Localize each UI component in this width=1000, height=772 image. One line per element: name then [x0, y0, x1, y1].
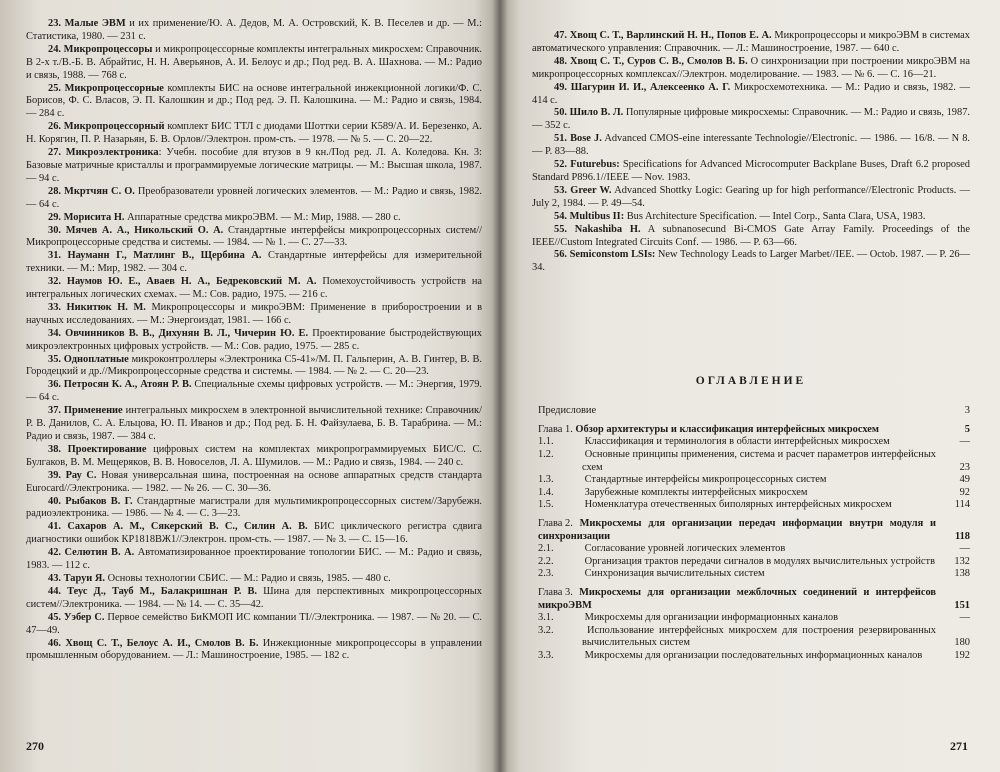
- toc-section: [532, 556, 970, 569]
- reference-author: 41. Сахаров А. М., Сякерский В. С., Силин А. В.: [48, 521, 308, 533]
- toc-page-number: 180: [954, 637, 970, 649]
- reference-text: Преобразователи уровней логических элементов. — М.: Радио и связь, 1982. — 64 с.: [26, 185, 482, 210]
- toc-text: Микросхемы для организации передач информации внутри модуля и синхронизации: [538, 517, 936, 542]
- toc-page-number: —: [959, 543, 970, 555]
- reference-author: 38. Проектирование: [48, 443, 147, 455]
- toc-page-number: —: [959, 436, 970, 448]
- toc-number: 2.3.: [538, 568, 554, 580]
- reference-item: [532, 107, 970, 133]
- reference-item: [26, 444, 482, 470]
- page-number-right: 271: [950, 739, 968, 753]
- toc-page-number: 192: [954, 649, 970, 661]
- toc-page-number: 138: [954, 568, 970, 580]
- toc-section: [532, 436, 970, 449]
- reference-text: Автоматизированное проектирование топологии БИС. — М.: Радио и связь, 1983. — 112 с.: [26, 547, 482, 572]
- toc-text: Микросхемы для организации последовательных информационных каналов: [584, 649, 923, 661]
- toc-page-number: 49: [959, 474, 970, 486]
- reference-text: Микропроцессоры и микроЭВМ: Применение в приборостроении и в научных исследованиях. — М.: Энергоиздат, 1981. — 166 с.: [26, 301, 482, 326]
- reference-author: 52. Futurebus:: [554, 159, 620, 171]
- toc-text: Зарубежные комплекты интерфейсных микросхем: [584, 486, 808, 498]
- reference-author: 49. Шагурин И. И., Алексеенко А. Г.: [554, 81, 731, 93]
- toc-chapter: [532, 424, 970, 437]
- reference-text: Стандартные интерфейсы для измерительной техники. — М.: Мир, 1982. — 304 с.: [26, 250, 482, 275]
- reference-text: БИС циклического регистра сдвига диагностики ошибок КР1818ВЖ1//Электрон. пром-сть. — 1987. — № 3. — С. 15—16.: [26, 521, 482, 546]
- reference-item: [26, 83, 482, 122]
- reference-item: [26, 121, 482, 147]
- reference-item: [26, 573, 482, 586]
- toc-section: [532, 474, 970, 487]
- reference-item: [26, 328, 482, 354]
- reference-author: 23. Малые ЭВМ: [48, 18, 126, 29]
- toc-section: [532, 543, 970, 556]
- reference-item: [26, 186, 482, 212]
- reference-author: 26. Микропроцессорный: [48, 121, 165, 133]
- toc-number: Глава 1.: [538, 423, 573, 435]
- reference-text: цифровых систем на комплектах микропрограммируемых БИС/С. С. Булгаков, В. М. Мещеряков, В. В. Новоселов, Л. А. Шумилов. — М.: Радио и связь, 1984. — 240 с.: [26, 443, 482, 468]
- reference-author: 36. Петросян К. А., Атоян Р. В.: [48, 379, 192, 391]
- reference-author: 56. Semiconstom LSIs:: [554, 249, 656, 261]
- reference-text: Аппаратные средства микроЭВМ. — М.: Мир, 1988. — 280 с.: [124, 211, 401, 223]
- reference-item: [532, 133, 970, 159]
- toc-number: Глава 2.: [538, 517, 573, 529]
- toc-text: Номенклатура отечественных биполярных интерфейсных микросхем: [584, 499, 892, 511]
- reference-text: Проектирование быстродействующих микроэлектронных цифровых устройств. — М.: Сов. радио, 1975. — 285 с.: [26, 327, 482, 352]
- reference-author: 29. Морисита Н.: [48, 211, 125, 223]
- reference-item: [26, 250, 482, 276]
- reference-author: 37. Применение: [48, 405, 123, 417]
- reference-text: Новая универсальная шина, построенная на основе аппаратных средств стандарта Eurocard//Электроника. — 1982. — № 26. — С. 30—36.: [26, 469, 482, 494]
- toc-number: 1.4.: [538, 486, 554, 498]
- reference-text: Первое семейство БиКМОП ИС компании TI//Электроника. — 1987. — № 20. — С. 47—49.: [26, 611, 482, 636]
- reference-text: Помехоустойчивость устройств на интегральных логических схемах. — М.: Сов. радио, 1975. — 216 с.: [26, 276, 482, 301]
- reference-text: Микропроцессоры и микроЭВМ в системах автоматического управления: Справочник. — Л.: Машиностроение, 1987. — 640 с.: [532, 30, 970, 54]
- reference-text: Bus Architecture Specification. — Intel Corp., Santa Clara, USA, 1983.: [624, 210, 926, 222]
- reference-text: Популярные цифровые микросхемы: Справочник. — М.: Радио и связь, 1987. — 352 с.: [532, 107, 970, 132]
- reference-item: [26, 212, 482, 225]
- toc-text: Стандартные интерфейсы микропроцессорных систем: [584, 474, 827, 486]
- reference-text: Стандартные магистрали для мультимикропроцессорных систем//Зарубежн. радиоэлектроника. — 1986. — № 4. — С. 3—23.: [26, 495, 482, 520]
- toc-number: 1.2.: [538, 449, 554, 460]
- reference-text: Основы технологии СБИС. — М.: Радио и связь, 1985. — 480 с.: [104, 572, 391, 584]
- toc-text: Обзор архитектуры и классификация интерфейсных микросхем: [575, 423, 879, 435]
- reference-author: 51. Bose J.: [554, 133, 602, 145]
- reference-item: [26, 405, 482, 444]
- reference-text: интегральных микросхем в электронной вычислительной технике: Справочник/Р. В. Данилов, С. А. Ельцова, Ю. П. Иванов и др.; Под ред. Б. Н. Файзулаева, Б. В. Тарабрина. — М.: Радио и связь, 1987. — 384 с.: [26, 405, 482, 442]
- reference-text: Инжекционные микропроцессоры в управлении промышленным оборудованием. — Л.: Машиностроение, 1985. — 182 с.: [26, 637, 482, 662]
- reference-text: и их применение/Ю. А. Дедов, М. А. Островский, К. В. Песелев и др. — М.: Статистика, 1980. — 231 с.: [26, 18, 482, 42]
- toc-page-number: 114: [954, 499, 970, 511]
- reference-item: [532, 159, 970, 185]
- toc-section: [532, 449, 970, 474]
- reference-item: [26, 276, 482, 302]
- reference-text: Специальные схемы цифровых устройств. — М.: Энергия, 1979. — 64 с.: [26, 379, 482, 404]
- reference-author: 54. Multibus II:: [554, 210, 625, 222]
- toc-number: 2.1.: [538, 543, 554, 555]
- reference-text: Advanced CMOS-eine interessante Technologie//Electronic. — 1986. — 16/8. — N 8. — P. 83—88.: [532, 133, 970, 158]
- reference-item: [532, 56, 970, 82]
- reference-list-left: [26, 18, 482, 663]
- reference-author: 25. Микропроцессорные: [48, 82, 164, 94]
- reference-item: [532, 249, 970, 275]
- reference-author: 31. Науманн Г., Матлинг В., Щербина А.: [48, 250, 262, 262]
- reference-author: 30. Мячев А. А., Никольский О. А.: [48, 224, 224, 236]
- reference-item: [26, 496, 482, 522]
- toc-number: 1.3.: [538, 474, 554, 486]
- reference-author: 50. Шило В. Л.: [554, 107, 624, 119]
- reference-item: [26, 586, 482, 612]
- reference-item: [26, 18, 482, 44]
- reference-text: Specifications for Advanced Microcomputer Backplane Buses, Draft 6.2 proposed Standard P896.1//IEEE — Nov. 1983.: [532, 159, 970, 183]
- toc-number: 3.2.: [538, 624, 554, 636]
- toc-text: Предисловие: [538, 405, 597, 417]
- toc-chapter: [532, 518, 970, 543]
- reference-text: Стандартные интерфейсы микропроцессорных систем//Микропроцессорные средства и системы. — 1984. — № 1. — С. 27—33.: [26, 224, 482, 249]
- reference-item: [532, 211, 970, 224]
- reference-item: [26, 521, 482, 547]
- reference-author: 42. Селютин В. А.: [48, 547, 135, 559]
- toc-text: Микросхемы для организации информационных каналов: [584, 612, 838, 624]
- reference-text: комплект БИС ТТЛ с диодами Шоттки серии К589/А. И. Березенко, А. Н. Корягин, П. Р. Назарьян, Б. В. Орлов//Электрон. пром-сть. — 1978. — № 5. — С. 20—22.: [26, 121, 483, 146]
- reference-author: 48. Хвощ С. Т., Суров С. В., Смолов В. Б.: [554, 55, 748, 67]
- reference-author: 27. Микроэлектроника: [48, 147, 159, 159]
- reference-author: 34. Овчинников В. В., Дихунян В. Л., Чичерин Ю. Е.: [48, 327, 309, 339]
- reference-author: 33. Никитюк Н. М.: [48, 301, 146, 313]
- toc-number: 3.1.: [538, 612, 554, 624]
- toc-title: ОГЛАВЛЕНИЕ: [695, 375, 807, 388]
- toc-page-number: —: [959, 612, 970, 624]
- toc-page-number: 3: [964, 405, 970, 417]
- reference-text: Микросхемотехника. — М.: Радио и связь, 1982. — 414 с.: [532, 81, 970, 106]
- reference-text: Advanced Shottky Logic: Gearing up for high performance//Electronic Products. — July 2, 1984. — P. 49—54.: [532, 184, 970, 209]
- toc-number: 1.5.: [538, 499, 554, 511]
- reference-text: New Technology Leads to Larger Marbet//IEE. — Octob. 1987. — P. 26—34.: [532, 249, 970, 274]
- reference-author: 46. Хвощ С. Т., Белоус А. И., Смолов В. Б.: [48, 637, 259, 649]
- toc-page-number: 132: [954, 555, 970, 567]
- toc-section: [532, 612, 970, 625]
- reference-item: [26, 225, 482, 251]
- reference-list-right: [532, 30, 970, 275]
- reference-item: [26, 44, 482, 83]
- toc-section: [532, 650, 970, 663]
- reference-author: 55. Nakashiba H.: [554, 223, 641, 235]
- toc-text: Микросхемы для организации межблочных соединений и интерфейсов микроЭВМ: [538, 586, 936, 611]
- toc-text: Использование интерфейсных микросхем для построения резервированных вычислительных систем: [582, 624, 936, 649]
- toc-number: 2.2.: [538, 555, 554, 567]
- toc-text: Классификация и терминология в области интерфейсных микросхем: [584, 436, 890, 448]
- reference-item: [26, 354, 482, 380]
- toc-number: 3.3.: [538, 649, 554, 661]
- toc-number: 1.1.: [538, 436, 554, 448]
- reference-author: 45. Уэбер С.: [48, 611, 105, 623]
- toc-section: [532, 487, 970, 500]
- toc-section: [532, 568, 970, 581]
- reference-text: A subnanosecund Bi-CMOS Gate Array Family. Proceedings of the IEEE//Custom Integrated Circuits Conf. — 1986. — P. 63—66.: [532, 223, 970, 248]
- book-gutter: [492, 0, 508, 772]
- reference-author: 35. Однoплатные: [48, 353, 129, 365]
- toc-page-number: 5: [964, 423, 970, 435]
- toc-section: [532, 499, 970, 512]
- right-page: [500, 0, 1000, 772]
- reference-author: 28. Мкртчян С. О.: [48, 185, 135, 197]
- reference-author: 40. Рыбаков В. Г.: [48, 495, 133, 507]
- reference-item: [26, 302, 482, 328]
- toc-page-number: 92: [959, 486, 970, 498]
- toc-text: Согласование уровней логических элементов: [584, 543, 786, 555]
- toc-section: [532, 625, 970, 650]
- toc-page-number: 118: [954, 530, 970, 542]
- reference-item: [26, 379, 482, 405]
- reference-text: и микропроцессорные комплекты интегральных микросхем: Справочник. В 2-х т./В.-Б. В. Абрайтис, Н. Н. Аверьянов, А. И. Белоус и др.; Под ред. В. А. Шахнова. — М.: Радио и связь, 1988. — 768 с.: [26, 43, 482, 81]
- reference-text: Шина для перспективных микропроцессорных систем//Электроника. — 1984. — № 14. — С. 35—42.: [26, 585, 482, 610]
- reference-author: 24. Микропроцессоры: [48, 43, 153, 55]
- reference-item: [26, 638, 482, 664]
- toc-text: Основные принципы применения, система и расчет параметров интерфейсных схем: [582, 449, 936, 473]
- page-number-left: 270: [26, 739, 44, 753]
- reference-item: [532, 82, 970, 108]
- reference-author: 44. Теус Д., Тауб М., Балакришнан Р. В.: [48, 585, 258, 597]
- reference-text: комплекты БИС на основе интегральной инжекционной логики/Ф. С. Борисов, Ф. С. Власов, Э. П. Калошкин и др.; Под ред. Э. П. Калошкина. — М.: Радио и связь, 1984. — 284 с.: [26, 82, 482, 120]
- table-of-contents: [532, 405, 970, 662]
- toc-page-number: 151: [954, 599, 970, 611]
- reference-item: [532, 224, 970, 250]
- reference-author: 39. Рау С.: [48, 469, 97, 481]
- toc-preface: [532, 405, 970, 418]
- toc-number: Глава 3.: [538, 586, 573, 598]
- reference-text: : Учебн. пособие для втузов в 9 кн./Под ред. Л. А. Коледова. Кн. 3: Базовые матричные кристаллы и программируемые логические матрицы. — М.: Высшая школа, 1987. — 94 с.: [26, 147, 482, 184]
- toc-text: Организация трактов передачи сигналов в модулях вычислительных устройств: [584, 555, 935, 567]
- reference-item: [26, 470, 482, 496]
- reference-item: [26, 147, 482, 186]
- reference-text: микроконтроллеры «Электроника С5-41»/М. П. Гальперин, А. В. Гинтер, В. В. Городецкий и др.//Микропроцессорные средства и системы. — 1984. — № 2. — С. 20—23.: [26, 353, 482, 378]
- reference-text: О синхронизации при построении микроЭВМ на микропроцессорных комплексах//Электрон. моделирование. — 1983. — № 6. — С. 16—21.: [532, 55, 970, 80]
- reference-item: [532, 185, 970, 211]
- reference-author: 53. Greer W.: [554, 184, 612, 196]
- toc-text: Синхронизация вычислительных систем: [584, 568, 765, 580]
- reference-item: [26, 612, 482, 638]
- reference-item: [532, 30, 970, 56]
- reference-author: 32. Наумов Ю. Е., Аваев Н. А., Бедрековский М. А.: [48, 276, 317, 288]
- toc-chapter: [532, 587, 970, 612]
- reference-item: [26, 547, 482, 573]
- reference-author: 47. Хвощ С. Т., Варлинский Н. Н., Попов Е. А.: [554, 30, 772, 41]
- reference-author: 43. Таруи Я.: [48, 572, 105, 584]
- toc-page-number: 23: [959, 461, 970, 473]
